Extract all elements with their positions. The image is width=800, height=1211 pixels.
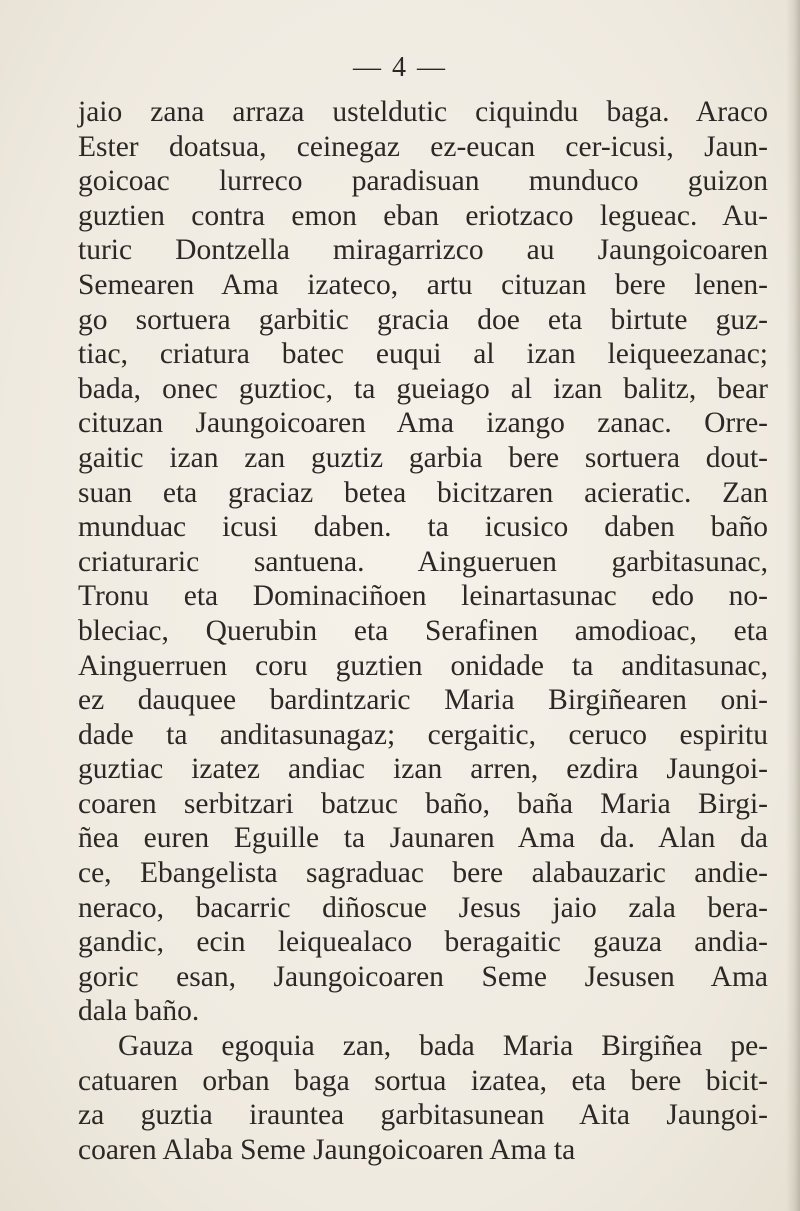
text-line: ce, Ebangelista sagraduac bere alabauzaric andie- (78, 857, 768, 890)
text-line: munduac icusi daben. ta icusico daben baño (78, 511, 768, 544)
text-line: guztiac izatez andiac izan arren, ezdira Jaungoi- (78, 753, 768, 786)
text-line: dade ta anditasunagaz; cergaitic, ceruco espiritu (78, 718, 768, 751)
paragraph (78, 1029, 768, 1167)
body-text (78, 95, 768, 1167)
text-line: goicoac lurreco paradisuan munduco guizon (78, 165, 768, 198)
page-number: — 4 — (353, 52, 447, 83)
text-line: cituzan Jaungoicoaren Ama izango zanac. Orre- (78, 407, 768, 440)
text-line: catuaren orban baga sortua izatea, eta bere bicit- (78, 1064, 768, 1097)
text-line: Gauza egoquia zan, bada Maria Birgiñea pe- (118, 1030, 768, 1063)
text-line: za guztia irauntea garbitasunean Aita Jaungoi- (78, 1099, 768, 1132)
text-line: guztien contra emon eban eriotzaco legueac. Au- (78, 199, 768, 232)
text-line: jaio zana arraza usteldutic ciquindu baga. Araco (78, 96, 768, 128)
text-line: coaren serbitzari batzuc baño, baña Maria Birgi- (78, 787, 768, 820)
text-line: Tronu eta Dominaciñoen leinartasunac edo no- (78, 580, 768, 613)
text-line: bleciac, Querubin eta Serafinen amodioac, eta (78, 614, 768, 647)
text-line: goric esan, Jaungoicoaren Seme Jesusen Ama (78, 960, 768, 993)
text-line: turic Dontzella miragarrizco au Jaungoicoaren (78, 234, 768, 267)
text-line: ez dauquee bardintzaric Maria Birgiñearen oni- (78, 684, 768, 717)
text-line: Ester doatsua, ceinegaz ez-eucan cer-icusi, Jaun- (78, 130, 768, 163)
text-line: dala baño. (78, 995, 200, 1028)
text-line: Ainguerruen coru guztien onidade ta anditasunac, (78, 649, 768, 682)
text-line: suan eta graciaz betea bicitzaren acieratic. Zan (78, 476, 768, 509)
text-line: tiac, criatura batec euqui al izan leiqueezanac; (78, 338, 768, 371)
text-line: ñea euren Eguille ta Jaunaren Ama da. Alan da (78, 822, 768, 855)
text-line: criaturaric santuena. Aingueruen garbitasunac, (78, 545, 768, 578)
text-line: neraco, bacarric diñoscue Jesus jaio zala bera- (78, 891, 768, 924)
text-line: gandic, ecin leiquealaco beragaitic gauza andia- (78, 926, 768, 959)
paragraph (78, 95, 768, 1029)
text-line: coaren Alaba Seme Jaungoicoaren Ama ta (78, 1133, 576, 1166)
page-edge-shadow (786, 0, 800, 1211)
text-line: gaitic izan zan guztiz garbia bere sortuera dout- (78, 441, 768, 474)
text-line: bada, onec guztioc, ta gueiago al izan balitz, bear (78, 372, 768, 405)
text-line: go sortuera garbitic gracia doe eta birtute guz- (78, 303, 768, 336)
text-line: Semearen Ama izateco, artu cituzan bere lenen- (78, 268, 768, 301)
